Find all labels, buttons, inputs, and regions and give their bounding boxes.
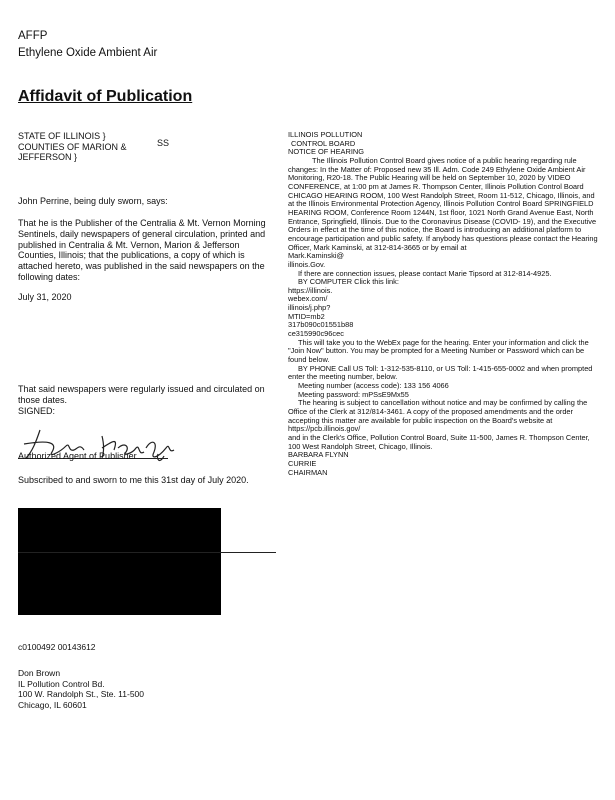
sworn-statement: John Perrine, being duly sworn, says: bbox=[18, 196, 168, 206]
address-line-3: 100 W. Randolph St., Ste. 11-500 bbox=[18, 689, 145, 699]
header-code: AFFP bbox=[18, 30, 48, 42]
address-line-2: IL Pollution Control Bd. bbox=[18, 678, 105, 689]
publisher-statement: That he is the Publisher of the Centralia & Mt. Vernon Morning Sentinels, daily newspapers of general circulation, printed and published in Centralia & Mt. Vernon, Marion & Jefferson Counties, Illinois; that the publications, a copy of which is attached hereto, was published in the said newspapers on the following dates: bbox=[18, 218, 266, 282]
notice-heading-3: NOTICE OF HEARING bbox=[288, 147, 364, 157]
state-line-1: STATE OF ILLINOIS } bbox=[18, 131, 106, 141]
notary-rule bbox=[18, 552, 276, 553]
notice-paragraph-10: and in the Clerk's Office, Pollution Control Board, Suite 11-500, James R. Thompson Center, 100 West Randolph Street, Chicago, Illinois. bbox=[288, 432, 590, 451]
state-block bbox=[18, 131, 168, 163]
notice-paragraph-5: BY PHONE Call US Toll: 1-312-535-8110, or US Toll: 1-415-655-0002 and when prompted enter the meeting number, below. bbox=[288, 363, 593, 382]
redacted-notary-block bbox=[18, 508, 221, 615]
notice-link-3: illinois/j.php? bbox=[288, 303, 331, 313]
address-line-4: Chicago, IL 60601 bbox=[18, 699, 87, 710]
address-line-1: Don Brown bbox=[18, 668, 61, 678]
notice-signatory-1: BARBARA FLYNN bbox=[288, 450, 349, 460]
state-line-3: JEFFERSON } bbox=[18, 152, 78, 162]
header-subject: Ethylene Oxide Ambient Air bbox=[18, 47, 158, 59]
notice-signatory-2: CURRIE bbox=[288, 458, 317, 468]
notice-paragraph-8: The hearing is subject to cancellation without notice and may be confirmed by calling the Office of the Clerk at 312/814-3461. A copy of the proposed amendments and the order accepting this matter are available for public inspection on the Board's website at bbox=[288, 398, 588, 425]
document-header bbox=[18, 28, 157, 62]
subscribed-statement: Subscribed to and sworn to me this 31st day of July 2020. bbox=[18, 475, 249, 485]
notice-link-2: webex.com/ bbox=[288, 294, 328, 304]
notice-website: https://pcb.illinois.gov/ bbox=[288, 424, 361, 434]
mailing-address bbox=[18, 668, 273, 710]
notice-signatory-3: CHAIRMAN bbox=[288, 467, 328, 477]
ss-mark: SS bbox=[157, 138, 170, 148]
notice-link-5: 317b090c01551b88 bbox=[288, 320, 354, 330]
notice-link-4: MTID=mb2 bbox=[288, 311, 325, 321]
notice-meeting-number: Meeting number (access code): 133 156 4066 bbox=[298, 381, 449, 391]
agent-label: Authorized Agent of Publisher bbox=[18, 451, 137, 461]
hearing-notice bbox=[288, 131, 598, 477]
notice-paragraph-2: If there are connection issues, please contact Marie Tipsord at 312-814-4925. bbox=[298, 268, 552, 278]
circulation-statement: That said newspapers were regularly issued and circulated on those dates. bbox=[18, 384, 265, 405]
notice-meeting-password: Meeting password: mPSsE9Mx55 bbox=[298, 389, 409, 399]
page-title: Affidavit of Publication bbox=[18, 88, 193, 105]
account-ids: c0100492 00143612 bbox=[18, 642, 96, 652]
publication-date: July 31, 2020 bbox=[18, 292, 72, 302]
signed-label: SIGNED: bbox=[18, 406, 56, 416]
notice-link-6: ce315990c96cec bbox=[288, 329, 344, 339]
notice-heading-2: CONTROL BOARD bbox=[291, 138, 356, 148]
state-line-2: COUNTIES OF MARION & bbox=[18, 141, 127, 152]
notice-email-1: Mark.Kaminski@ bbox=[288, 251, 344, 261]
notice-link-1: https://illinois. bbox=[288, 285, 333, 295]
notice-paragraph-4: This will take you to the WebEx page for the hearing. Enter your information and click the "Join Now" button. You may be prompted for a Meeting Number or Password which can be found below. bbox=[288, 337, 589, 365]
notice-paragraph-1: The Illinois Pollution Control Board gives notice of a public hearing regarding rule changes: In the Matter of: Proposed new 35 Ill. Adm. Code 249 Ethylene Oxide Ambient Air Monitoring, R20-18. The Public Hearing will be held on September 10, 2020 by VIDEO CONFERENCE, at 1:00 pm at James R. Thompson Center, Illinois Pollution Control Board CHICAGO HEARING ROOM, 100 West Randolph Street, Room 11-512, Chicago, Illinois, and at the Illinois Environmental Protection Agency, Illinois Pollution Control Board SPRINGFIELD HEARING ROOM, Conference Room 1244N, 1st floor, 1021 North Grand Avenue East, North Entrance, Springfield, Illinois. Due to the Coronavirus Disease (COVID- 19), and the Executive Orders in effect at the time of this notice, the Board is introducing an additional platform to encourage participation and public safety. If anybody has questions please contact the Hearing Officer, Mark Kaminski, at 312-814-3665 or by email at bbox=[288, 155, 598, 252]
notice-email-2: illinois.Gov. bbox=[288, 259, 326, 269]
notice-heading-1: ILLINOIS POLLUTION bbox=[288, 130, 363, 139]
notice-paragraph-3: BY COMPUTER Click this link: bbox=[298, 277, 399, 287]
